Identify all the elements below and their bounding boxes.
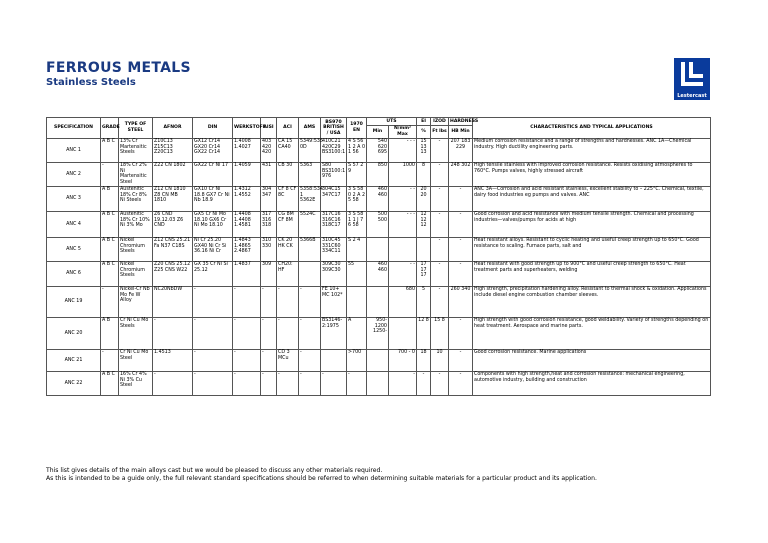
table-row	[47, 238, 711, 262]
cell-izod: -	[431, 262, 449, 287]
col-uts: UTS	[367, 118, 417, 126]
table-row	[47, 318, 711, 350]
cell-umax: -	[389, 372, 417, 396]
cell-umax	[389, 238, 417, 262]
cell-type: Nickel-Cr Nb Mo Fe W Alloy	[119, 287, 153, 318]
cell-aci: CA 15 CA40	[277, 139, 299, 163]
cell-aci: CB 30	[277, 163, 299, 187]
cell-umax: - - -	[389, 212, 417, 238]
cell-type: 13% Cr Martensitic Steels	[119, 139, 153, 163]
cell-werk: -	[233, 372, 261, 396]
cell-afnor: Z6 CND 19.12.03 Z6 CND	[153, 212, 193, 238]
cell-din: -	[193, 287, 233, 318]
cell-grade: A B	[101, 187, 119, 212]
cell-din: -	[193, 372, 233, 396]
cell-en: -	[347, 372, 367, 396]
cell-type: Cr Ni Cu Mo Steel	[119, 350, 153, 372]
cell-umax: - -	[389, 262, 417, 287]
cell-ei: 20 20	[417, 187, 431, 212]
cell-ams: -	[299, 372, 321, 396]
cell-spec: ANC 5	[47, 238, 101, 262]
cell-izod: -	[431, 238, 449, 262]
cell-werk: -	[233, 350, 261, 372]
cell-umax: 700 - 0	[389, 350, 417, 372]
table-row	[47, 287, 711, 318]
col-grade: GRADE	[101, 118, 119, 139]
cell-grade: A B C	[101, 262, 119, 287]
cell-char: Heat resistant alloys. Resistant to cyclic heating and useful creep strength up to 650°C. Good resistance to scaling. Furnace parts, salt and	[473, 238, 711, 262]
cell-en: S 2 4	[347, 238, 367, 262]
cell-grade: A B C	[101, 212, 119, 238]
col-hardness: HARDNESS	[450, 118, 479, 124]
cell-afnor: -	[153, 318, 193, 350]
cell-en: S 57 2 9	[347, 163, 367, 187]
cell-din: Ni Cr 25.20 GX40 Ni Cr Si 36.16 Ni Cr	[193, 238, 233, 262]
cell-char: Good corrosion and acid resistance with medium tensile strength. Chemical and processing industries—valves/pumps for acids at high	[473, 212, 711, 238]
cell-aisi: 309	[261, 262, 277, 287]
cell-aisi: 431	[261, 163, 277, 187]
col-werkstoff: WERKSTOFF	[233, 118, 261, 139]
col-characteristics: CHARACTERISTICS AND TYPICAL APPLICATIONS	[473, 118, 711, 139]
cell-aci: CH20: HF	[277, 262, 299, 287]
cell-werk: -	[233, 318, 261, 350]
cell-izod: -	[431, 163, 449, 187]
cell-spec: ANC 19	[47, 287, 101, 318]
cell-aci: CG 8M CF 8M	[277, 212, 299, 238]
cell-en	[347, 287, 367, 318]
cell-grade: A B C	[101, 238, 119, 262]
cell-hb: 207 183 229	[449, 139, 473, 163]
stainless-steels-table	[46, 117, 711, 396]
cell-type: Austenitic 18% Cr 10% Ni 3% Mo	[119, 212, 153, 238]
col-ei-unit: %	[417, 126, 431, 139]
col-type: TYPE OF STEEL	[119, 118, 153, 139]
cell-aisi: -	[261, 372, 277, 396]
cell-en: 3 S 58 0 2 A 2 5 58	[347, 187, 367, 212]
cell-char: ANC 3A—Corrosion and acid resistant stainless, excellent stability to – 225°C. Chemical, textile, dairy food industries eg pumps and valves. ANC	[473, 187, 711, 212]
cell-werk: 1.4843 1.4865 2.4867	[233, 238, 261, 262]
col-aci: ACI	[277, 118, 299, 139]
cell-spec: ANC 1	[47, 139, 101, 163]
cell-bs: -	[321, 372, 347, 396]
cell-din: GX5 Cr Ni Mo 18.10 GX6 Cr Ni Mo 18.10	[193, 212, 233, 238]
cell-ams: 5358:534 1 5362E	[299, 187, 321, 212]
cell-grade: -	[101, 287, 119, 318]
cell-ams	[299, 262, 321, 287]
cell-char: Good corrosion resistance. Marine applications	[473, 350, 711, 372]
cell-char: High tensile stainless with improved corrosion resistance. Resists oxidising atmospheres to 760°C. Pumps valves, highly stressed aircraft	[473, 163, 711, 187]
cell-werk: 1.4837	[233, 262, 261, 287]
cell-umin: 500 500	[367, 212, 389, 238]
table-row	[47, 262, 711, 287]
cell-afnor: Z12 CNS 25.21 Fa N37 C18S	[153, 238, 193, 262]
cell-bs: S80 BS3100:1 976	[321, 163, 347, 187]
col-spec: SPECIFICATION	[47, 118, 101, 139]
col-ams: AMS	[299, 118, 321, 139]
cell-aisi: 317 316 318	[261, 212, 277, 238]
cell-izod: -	[431, 372, 449, 396]
cell-werk: 1.4312 1.4552	[233, 187, 261, 212]
cell-afnor: 1.4513	[153, 350, 193, 372]
cell-aci: -	[277, 372, 299, 396]
col-hb: HB Min	[449, 126, 473, 139]
cell-bs: 304C15 347C17	[321, 187, 347, 212]
cell-ams: -	[299, 350, 321, 372]
cell-ei: 12 12 12	[417, 212, 431, 238]
cell-werk: 1.4408 1.4408 1.4581	[233, 212, 261, 238]
cell-afnor: NC20NbDW	[153, 287, 193, 318]
cell-grade: A B C	[101, 139, 119, 163]
page-subtitle: Stainless Steels	[46, 77, 136, 88]
cell-char: High strength, precipitation hardening alloy. Resistant to thermal shock & oxidation. Applications include diesel engine combustion chamber sleeves.	[473, 287, 711, 318]
cell-umin	[367, 372, 389, 396]
cell-umax	[389, 318, 417, 350]
cell-grade: A B	[101, 318, 119, 350]
cell-char: Medium corrosion resistance and a range of strengths and hardnesses. ANC 1A—Chemical industry. High ductility engineering parts.	[473, 139, 711, 163]
cell-ei	[417, 238, 431, 262]
table-row	[47, 187, 711, 212]
table-row	[47, 372, 711, 396]
cell-afnor: -	[153, 372, 193, 396]
cell-umin: 540 620 695	[367, 139, 389, 163]
cell-bs: FE 10+ MC 102*	[321, 287, 347, 318]
cell-aisi: 304 347	[261, 187, 277, 212]
footer-line-2: As this is intended to be a guide only, the full relevant standard specifications should be referred to when determining suitable materials for a particular product and its application.	[46, 475, 597, 482]
col-uts-min: Min	[367, 126, 389, 139]
cell-grade: A B C	[101, 372, 119, 396]
cell-hb: -	[449, 238, 473, 262]
cell-umin: 850	[367, 163, 389, 187]
cell-izod: 15 8	[431, 318, 449, 350]
cell-aisi: 310 330	[261, 238, 277, 262]
cell-type: 18% Cr 2% Ni Martensitic Steel	[119, 163, 153, 187]
footer-note	[46, 467, 597, 483]
cell-din: GX 35 Cr Ni Si 25.12	[193, 262, 233, 287]
cell-hb: -	[449, 212, 473, 238]
cell-type: Nickel Chromium Steels	[119, 238, 153, 262]
cell-ams: 5366B	[299, 238, 321, 262]
cell-char: Heat resistant with good strength up to 900°C and useful creep strength to 650°C. Heat treatment parts and superheaters, welding	[473, 262, 711, 287]
cell-afnor: Z10C13 Z15C13 Z20C13	[153, 139, 193, 163]
cell-type: Nickel Chromium Steels	[119, 262, 153, 287]
col-bs: BS970 BRITISH / USA	[321, 118, 347, 139]
cell-spec: ANC 6	[47, 262, 101, 287]
cell-ei: 5	[417, 287, 431, 318]
cell-aisi: 403 420 420	[261, 139, 277, 163]
cell-type: Austenitic 18% Cr 8% Ni Steels	[119, 187, 153, 212]
cell-afnor: Z20 CNS 25.12 Z25 CNS W22	[153, 262, 193, 287]
cell-afnor: Z12 CN 1810 Z8 CN MB 1810	[153, 187, 193, 212]
cell-grade: -	[101, 163, 119, 187]
col-afnor: AFNOR	[153, 118, 193, 139]
cell-izod: -	[431, 212, 449, 238]
cell-ams: 5363	[299, 163, 321, 187]
page-title: FERROUS METALS	[46, 60, 191, 76]
cell-bs: 317C16 316C16 318C17	[321, 212, 347, 238]
cell-aisi: -	[261, 318, 277, 350]
cell-ams: -	[299, 318, 321, 350]
col-aisi: AISI	[261, 118, 277, 139]
company-logo	[674, 58, 710, 100]
cell-bs: 309C30 309C30	[321, 262, 347, 287]
cell-char: Components with high strength,heat and corrosion resistance: mechanical engineering, automotive industry, building and construction	[473, 372, 711, 396]
cell-en: 4 S 56 1 2 A 0 1 56	[347, 139, 367, 163]
col-ei: EI	[417, 118, 431, 126]
cell-spec: ANC 21	[47, 350, 101, 372]
cell-aci: CK 20 HK CK	[277, 238, 299, 262]
cell-spec: ANC 3	[47, 187, 101, 212]
cell-bs: 310C45 331C60 334C11	[321, 238, 347, 262]
cell-werk: -	[233, 287, 261, 318]
col-izod-unit: Ft lbs	[431, 126, 449, 139]
cell-izod: -	[431, 287, 449, 318]
col-en: 1970 EN	[347, 118, 367, 139]
cell-aisi: -	[261, 287, 277, 318]
cell-ei: 15 13 13	[417, 139, 431, 163]
cell-din: GX12 Cr14 GX20 Cr14 GX22 Cr14	[193, 139, 233, 163]
cell-en: 55	[347, 262, 367, 287]
footer-line-1: This list gives details of the main alloys cast but we would be pleased to discuss any other materials required.	[46, 467, 383, 474]
cell-type: Cr Ni Cu Mo Steels	[119, 318, 153, 350]
col-uts-max: N/mm² Max	[389, 126, 417, 139]
cell-ei: 18	[417, 350, 431, 372]
col-izod: IZOD	[431, 118, 449, 126]
cell-aci: -	[277, 318, 299, 350]
cell-din: -	[193, 318, 233, 350]
logo-label: Lestercast	[677, 93, 707, 99]
table-row	[47, 163, 711, 187]
cell-ei: 12 8	[417, 318, 431, 350]
cell-en: >700	[347, 350, 367, 372]
cell-hb: -	[449, 350, 473, 372]
cell-aisi: -	[261, 350, 277, 372]
cell-aci: -	[277, 287, 299, 318]
cell-spec: ANC 20	[47, 318, 101, 350]
cell-izod: -	[431, 187, 449, 212]
table-row	[47, 350, 711, 372]
cell-grade: -	[101, 350, 119, 372]
table-row	[47, 139, 711, 163]
cell-umin: 460 460	[367, 187, 389, 212]
cell-ei: 8	[417, 163, 431, 187]
cell-en: 3 S 58 1 1 J 7 6 58	[347, 212, 367, 238]
cell-werk: 1.4008 1.4027	[233, 139, 261, 163]
cell-bs	[321, 350, 347, 372]
cell-hb: -	[449, 318, 473, 350]
cell-spec: ANC 22	[47, 372, 101, 396]
cell-umax: - - -	[389, 139, 417, 163]
cell-ei: 17 17 17	[417, 262, 431, 287]
cell-werk: 1.4059	[233, 163, 261, 187]
cell-bs: BS3146- 2:1975	[321, 318, 347, 350]
cell-izod: 10	[431, 350, 449, 372]
cell-hb: -	[449, 262, 473, 287]
cell-spec: ANC 2	[47, 163, 101, 187]
cell-umin: 950- 1200 1250-	[367, 318, 389, 350]
cell-type: 16% Cr 4% Ni 3% Cu Steel	[119, 372, 153, 396]
cell-ams: -	[299, 287, 321, 318]
cell-ams: 5349:535 0D	[299, 139, 321, 163]
cell-umax: 680	[389, 287, 417, 318]
logo-mark-icon	[674, 58, 710, 92]
cell-hb: -	[449, 372, 473, 396]
cell-umin	[367, 350, 389, 372]
cell-hb: -	[449, 187, 473, 212]
cell-aci: CF 8 CF 8C	[277, 187, 299, 212]
cell-bs: 410C21 420C29 BS3100:1	[321, 139, 347, 163]
cell-char: High strength with good corrosion resistance, good weldability. Variety of strengths depending on heat treatment. Aerospace and marine parts.	[473, 318, 711, 350]
cell-umin	[367, 287, 389, 318]
cell-afnor: Z22 CN 1802	[153, 163, 193, 187]
cell-en: A	[347, 318, 367, 350]
cell-izod: -	[431, 139, 449, 163]
cell-umin: 460 460	[367, 262, 389, 287]
cell-umin	[367, 238, 389, 262]
cell-din: -	[193, 350, 233, 372]
cell-ams: 5524C	[299, 212, 321, 238]
cell-spec: ANC 4	[47, 212, 101, 238]
cell-ei: -	[417, 372, 431, 396]
cell-umax: - -	[389, 187, 417, 212]
cell-aci: CD 3 MCu	[277, 350, 299, 372]
cell-hb: 260 340	[449, 287, 473, 318]
cell-din: GX10 Cr Ni 18.8 GX7 Cr Ni Nb 18.9	[193, 187, 233, 212]
col-din: DIN	[193, 118, 233, 139]
cell-umax: 1000	[389, 163, 417, 187]
cell-hb: 248 302	[449, 163, 473, 187]
table-row	[47, 212, 711, 238]
cell-din: GX22 Cr Ni 17	[193, 163, 233, 187]
